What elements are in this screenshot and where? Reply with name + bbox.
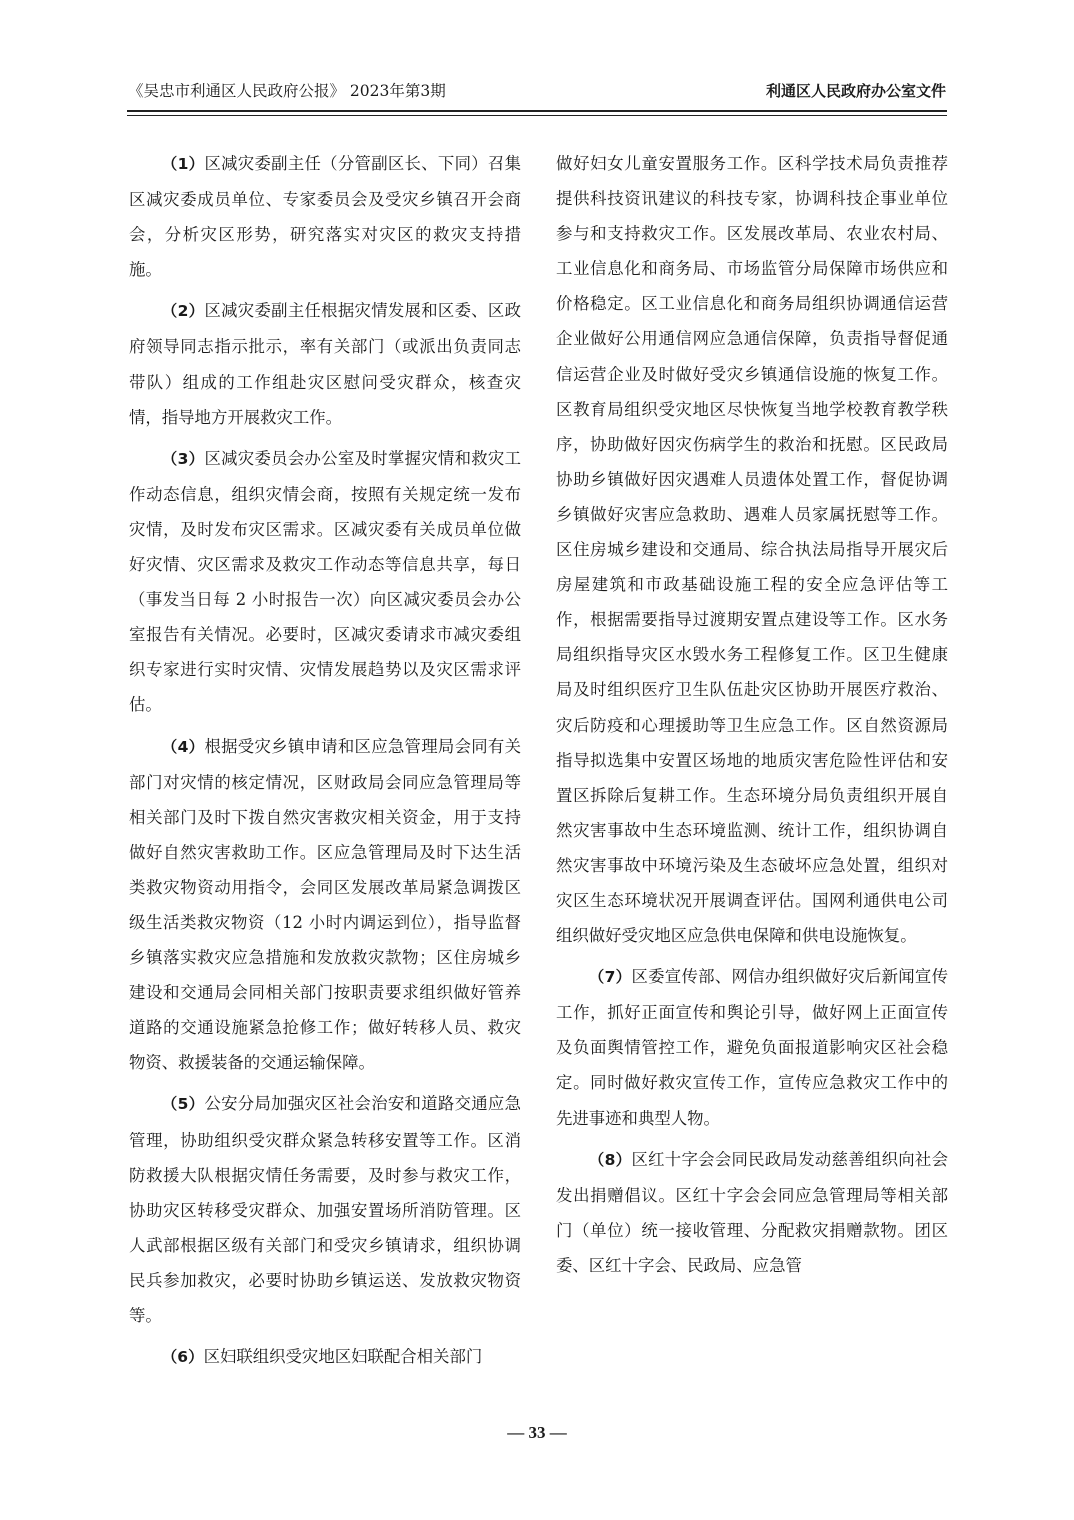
paragraph-3 — [129, 441, 521, 723]
item-number: （7） — [588, 968, 632, 987]
paragraph-text: 区减灾委员会办公室及时掌握灾情和救灾工作动态信息，组织灾情会商，按照有关规定统一发布灾情，及时发布灾区需求。区减灾委有关成员单位做好灾情、灾区需求及救灾工作动态等信息共享，每日（事发当日每 2 小时报告一次）向区减灾委员会办公室报告有关情况。必要时，区减灾委请求市减灾委组织专家进行实时灾情、灾情发展趋势以及灾区需求评估。 — [129, 448, 521, 715]
running-header — [128, 78, 946, 104]
item-number: （2） — [161, 302, 205, 321]
paragraph-text: 区委宣传部、网信办组织做好灾后新闻宣传工作，抓好正面宣传和舆论引导，做好网上正面宣传及负面舆情管控工作，避免负面报道影响灾区社会稳定。同时做好救灾宣传工作，宣传应急救灾工作中的先进事迹和典型人物。 — [556, 967, 948, 1128]
paragraph-text: 区减灾委副主任根据灾情发展和区委、区政府领导同志指示批示，率有关部门（或派出负责同志带队）组成的工作组赴灾区慰问受灾群众，核查灾情，指导地方开展救灾工作。 — [129, 301, 521, 427]
left-column — [129, 146, 521, 1381]
header-rule-thin — [127, 115, 947, 116]
paragraph-text: 区减灾委副主任（分管副区长、下同）召集区减灾委成员单位、专家委员会及受灾乡镇召开会商会，分析灾区形势，研究落实对灾区的救灾支持措施。 — [129, 154, 521, 280]
paragraph-2 — [129, 293, 521, 434]
paragraph-text: 公安分局加强灾区社会治安和道路交通应急管理，协助组织受灾群众紧急转移安置等工作。区消防救援大队根据灾情任务需要，及时参与救灾工作，协助灾区转移受灾群众、加强安置场所消防管理。区人武部根据区级有关部门和受灾乡镇请求，组织协调民兵参加救灾，必要时协助乡镇运送、发放救灾物资等。 — [129, 1094, 521, 1325]
paragraph-text: 区红十字会会同民政局发动慈善组织向社会发出捐赠倡议。区红十字会会同应急管理局等相关部门（单位）统一接收管理、分配救灾捐赠款物。团区委、区红十字会、民政局、应急管 — [556, 1149, 948, 1275]
document-type: 利通区人民政府办公室文件 — [765, 82, 946, 100]
header-rule-thick — [127, 110, 947, 112]
item-number: （4） — [161, 737, 205, 756]
paragraph-text: 区妇联组织受灾地区妇联配合相关部门 — [203, 1347, 483, 1367]
item-number: （8） — [588, 1150, 632, 1169]
paragraph-text: 做好妇女儿童安置服务工作。区科学技术局负责推荐提供科技资讯建议的科技专家，协调科技企事业单位参与和支持救灾工作。区发展改革局、农业农村局、工业信息化和商务局、市场监管分局保障市场供应和价格稳定。区工业信息化和商务局组织协调通信运营企业做好公用通信网应急通信保障，负责指导督促通信运营企业及时做好受灾乡镇通信设施的恢复工作。区教育局组织受灾地区尽快恢复当地学校教育教学秩序，协助做好因灾伤病学生的救治和抚慰。区民政局协助乡镇做好因灾遇难人员遗体处置工作，督促协调乡镇做好灾害应急救助、遇难人员家属抚慰等工作。区住房城乡建设和交通局、综合执法局指导开展灾后房屋建筑和市政基础设施工程的安全应急评估等工作，根据需要指导过渡期安置点建设等工作。区水务局组织指导灾区水毁水务工程修复工作。区卫生健康局及时组织医疗卫生队伍赴灾区协助开展医疗救治、灾后防疫和心理援助等卫生应急工作。区自然资源局指导拟选集中安置区场地的地质灾害危险性评估和安置区拆除后复耕工作。生态环境分局负责组织开展自然灾害事故中生态环境监测、统计工作，组织协调自然灾害事故中环境污染及生态破坏应急处置，组织对灾区生态环境状况开展调查评估。国网利通供电公司组织做好受灾地区应急供电保障和供电设施恢复。 — [556, 154, 948, 946]
paragraph-text: 根据受灾乡镇申请和区应急管理局会同有关部门对灾情的核定情况，区财政局会同应急管理局等相关部门及时下拨自然灾害救灾相关资金，用于支持做好自然灾害救助工作。区应急管理局及时下达生活类救灾物资动用指令，会同区发展改革局紧急调拨区级生活类救灾物资（12 小时内调运到位），指导监督乡镇落实救灾应急措施和发放救灾款物；区住房城乡建设和交通局会同相关部门按职责要求组织做好管养道路的交通设施紧急抢修工作；做好转移人员、救灾物资、救援装备的交通运输保障。 — [129, 736, 521, 1073]
item-number: （3） — [161, 449, 205, 468]
paragraph-7 — [556, 959, 948, 1135]
right-column — [556, 146, 948, 1289]
page-number: — 33 — — [507, 1423, 567, 1442]
paragraph-4 — [129, 729, 521, 1081]
paragraph-8 — [556, 1142, 948, 1283]
paragraph-1 — [129, 146, 521, 287]
item-number: （1） — [161, 155, 205, 173]
paragraph-6-continued — [556, 146, 948, 953]
item-number: （6） — [161, 1348, 204, 1367]
paragraph-5 — [129, 1086, 521, 1333]
publication-title: 《吴忠市利通区人民政府公报》 2023年第3期 — [128, 82, 446, 100]
item-number: （5） — [161, 1095, 205, 1114]
paragraph-6 — [129, 1339, 521, 1375]
